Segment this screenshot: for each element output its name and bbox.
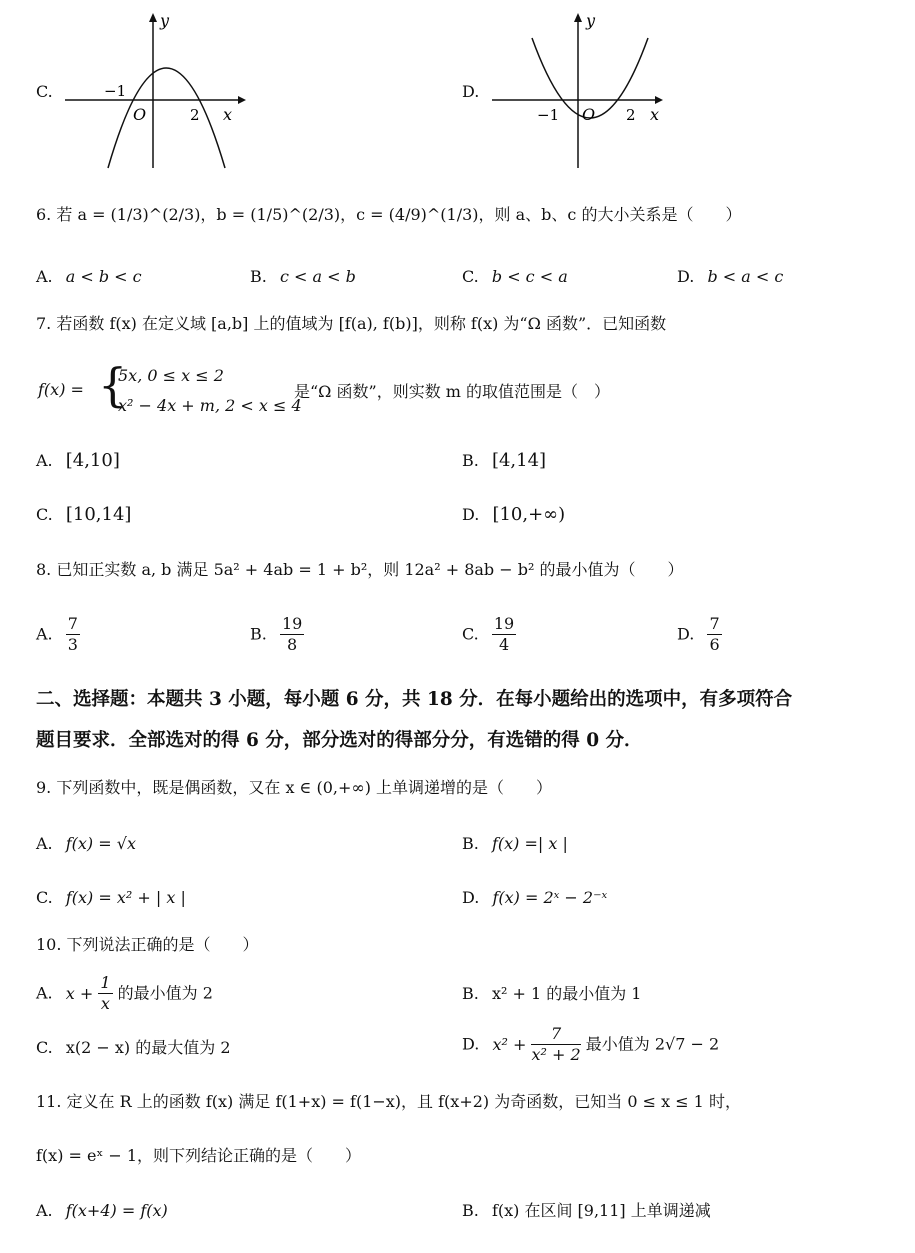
- q10-option-d-pre: x² +: [492, 1034, 527, 1054]
- q9-option-a: [36, 834, 136, 854]
- q11-option-b-label: B.: [462, 1201, 479, 1220]
- q8-option-d-label: D.: [677, 624, 695, 644]
- q7-stem-line1: 7. 若函数 f(x) 在定义域 [a,b] 上的值域为 [f(a), f(b)]，则称 f(x) 为“Ω 函数”．已知函数: [36, 314, 667, 333]
- q7-piece2: x² − 4x + m, 2 < x ≤ 4: [118, 396, 302, 415]
- q10-option-b-label: B.: [462, 984, 479, 1003]
- q7-brace: {: [98, 358, 128, 412]
- section2-heading-line2: 题目要求．全部选对的得 6 分，部分选对的得部分分，有选错的得 0 分．: [36, 730, 643, 751]
- q8-option-d-num: 7: [709, 614, 720, 633]
- q7-option-a: [36, 451, 120, 471]
- graph-d-two-label: 2: [626, 106, 636, 124]
- q8-option-a-den: 3: [67, 635, 78, 654]
- q8-option-b-num: 19: [281, 614, 303, 633]
- q7-option-d-text: [10,+∞): [492, 504, 566, 525]
- q7-option-b-text: [4,14]: [491, 450, 547, 471]
- q6-option-d: [677, 267, 783, 287]
- q8-option-c-den: 4: [498, 635, 510, 654]
- q8-option-c-label: C.: [462, 624, 479, 644]
- graph-c: [60, 8, 250, 173]
- q6-option-b-text: c < a < b: [279, 267, 356, 286]
- graph-d-x-label: x: [650, 105, 660, 124]
- q11-option-b-text: f(x) 在区间 [9,11] 上单调递减: [491, 1201, 711, 1220]
- q11-option-b: [462, 1201, 711, 1221]
- q11-stem-line2: f(x) = eˣ − 1，则下列结论正确的是（ ）: [36, 1146, 362, 1165]
- graph-d-minus1-label: −1: [537, 106, 560, 124]
- q8-option-a-num: 7: [67, 614, 78, 633]
- q10-option-a-num: 1: [100, 973, 111, 992]
- q10-option-a: [36, 973, 213, 1014]
- q6-option-d-label: D.: [677, 267, 695, 286]
- q10-option-a-post: 的最小值为 2: [117, 983, 213, 1003]
- q10-option-c-text: x(2 − x) 的最大值为 2: [65, 1038, 231, 1057]
- q10-option-a-den: x: [100, 994, 110, 1013]
- q9-option-a-text: f(x) = √x: [65, 834, 136, 853]
- section2-heading-line1: 二、选择题：本题共 3 小题，每小题 6 分，共 18 分．在每小题给出的选项中，有多项符合: [36, 689, 793, 710]
- q8-option-c-num: 19: [493, 614, 515, 633]
- q9-option-d-label: D.: [462, 888, 480, 907]
- q8-option-a: [36, 614, 80, 655]
- q6-option-d-text: b < a < c: [707, 267, 784, 286]
- q6-option-c: [462, 267, 568, 287]
- q7-option-d: [462, 505, 565, 525]
- q6-option-c-label: C.: [462, 267, 479, 286]
- q9-stem: 9. 下列函数中，既是偶函数，又在 x ∈ (0,+∞) 上单调递增的是（ ）: [36, 778, 553, 797]
- q6-option-a-text: a < b < c: [65, 267, 142, 286]
- q9-option-a-label: A.: [36, 834, 53, 853]
- q11-option-a-label: A.: [36, 1201, 53, 1220]
- q8-option-c: [462, 614, 516, 655]
- q8-option-b-den: 8: [287, 635, 298, 654]
- q9-option-b: [462, 834, 568, 854]
- q7-option-a-label: A.: [36, 451, 53, 470]
- q7-option-b-label: B.: [462, 451, 479, 470]
- q9-option-b-text: f(x) =| x |: [491, 834, 568, 853]
- graph-c-y-label: y: [160, 11, 170, 30]
- graph-d: [490, 8, 670, 173]
- q10-option-a-label: A.: [36, 983, 53, 1003]
- q10-option-c-label: C.: [36, 1038, 53, 1057]
- q8-option-d: [677, 614, 722, 655]
- graph-c-two-label: 2: [190, 106, 200, 124]
- q9-option-d-text: f(x) = 2ˣ − 2⁻ˣ: [492, 888, 608, 907]
- q6-option-b-label: B.: [250, 267, 267, 286]
- q6-option-c-text: b < c < a: [491, 267, 568, 286]
- q7-option-c-text: [10,14]: [65, 504, 132, 525]
- q6-option-b: [250, 267, 356, 287]
- q6-option-a: [36, 267, 142, 287]
- q7-piece1: 5x, 0 ≤ x ≤ 2: [118, 366, 224, 385]
- graph-c-minus1-label: −1: [104, 82, 127, 100]
- q7-option-d-label: D.: [462, 505, 480, 524]
- q9-option-b-label: B.: [462, 834, 479, 853]
- q10-option-d: [462, 1024, 719, 1065]
- q7-option-b: [462, 451, 546, 471]
- q10-option-b: [462, 984, 642, 1004]
- q8-option-d-den: 6: [709, 635, 720, 654]
- q6-stem: 6. 若 a = (1/3)^(2/3)，b = (1/5)^(2/3)，c = (4/9)^(1/3)，则 a、b、c 的大小关系是（ ）: [36, 205, 742, 224]
- q10-option-b-text: x² + 1 的最小值为 1: [491, 984, 642, 1003]
- q10-option-d-label: D.: [462, 1034, 480, 1054]
- q10-option-c: [36, 1038, 231, 1058]
- graph-c-label: C.: [36, 82, 53, 101]
- graph-c-x-label: x: [223, 105, 233, 124]
- graph-d-origin-label: O: [582, 105, 596, 124]
- q7-fx: f(x) =: [38, 380, 84, 399]
- q9-option-c-label: C.: [36, 888, 53, 907]
- q10-stem: 10. 下列说法正确的是（ ）: [36, 935, 259, 954]
- q9-option-c: [36, 888, 186, 908]
- q9-option-c-text: f(x) = x² + | x |: [65, 888, 186, 907]
- q6-option-a-label: A.: [36, 267, 53, 286]
- q11-stem-line1: 11. 定义在 R 上的函数 f(x) 满足 f(1+x) = f(1−x)，且 f(x+2) 为奇函数，已知当 0 ≤ x ≤ 1 时，: [36, 1092, 741, 1111]
- graph-c-origin-label: O: [133, 105, 147, 124]
- graph-d-label: D.: [462, 82, 480, 101]
- q7-option-c: [36, 505, 131, 525]
- q11-option-a: [36, 1201, 168, 1221]
- q10-option-d-post: 最小值为 2√7 − 2: [585, 1034, 720, 1054]
- q10-option-a-pre: x +: [65, 983, 94, 1003]
- q8-option-b-label: B.: [250, 624, 267, 644]
- q10-option-d-num: 7: [531, 1024, 580, 1045]
- q8-option-a-label: A.: [36, 624, 53, 644]
- q7-option-c-label: C.: [36, 505, 53, 524]
- q10-option-d-den: x² + 2: [531, 1045, 581, 1064]
- q8-option-b: [250, 614, 304, 655]
- q9-option-d: [462, 888, 607, 908]
- graph-d-y-label: y: [586, 11, 596, 30]
- q7-option-a-text: [4,10]: [65, 450, 120, 471]
- q11-option-a-text: f(x+4) = f(x): [65, 1201, 168, 1220]
- q8-stem: 8. 已知正实数 a, b 满足 5a² + 4ab = 1 + b²，则 12a² + 8ab − b² 的最小值为（ ）: [36, 560, 684, 579]
- q7-stem-line2: 是“Ω 函数”，则实数 m 的取值范围是（ ）: [294, 382, 611, 401]
